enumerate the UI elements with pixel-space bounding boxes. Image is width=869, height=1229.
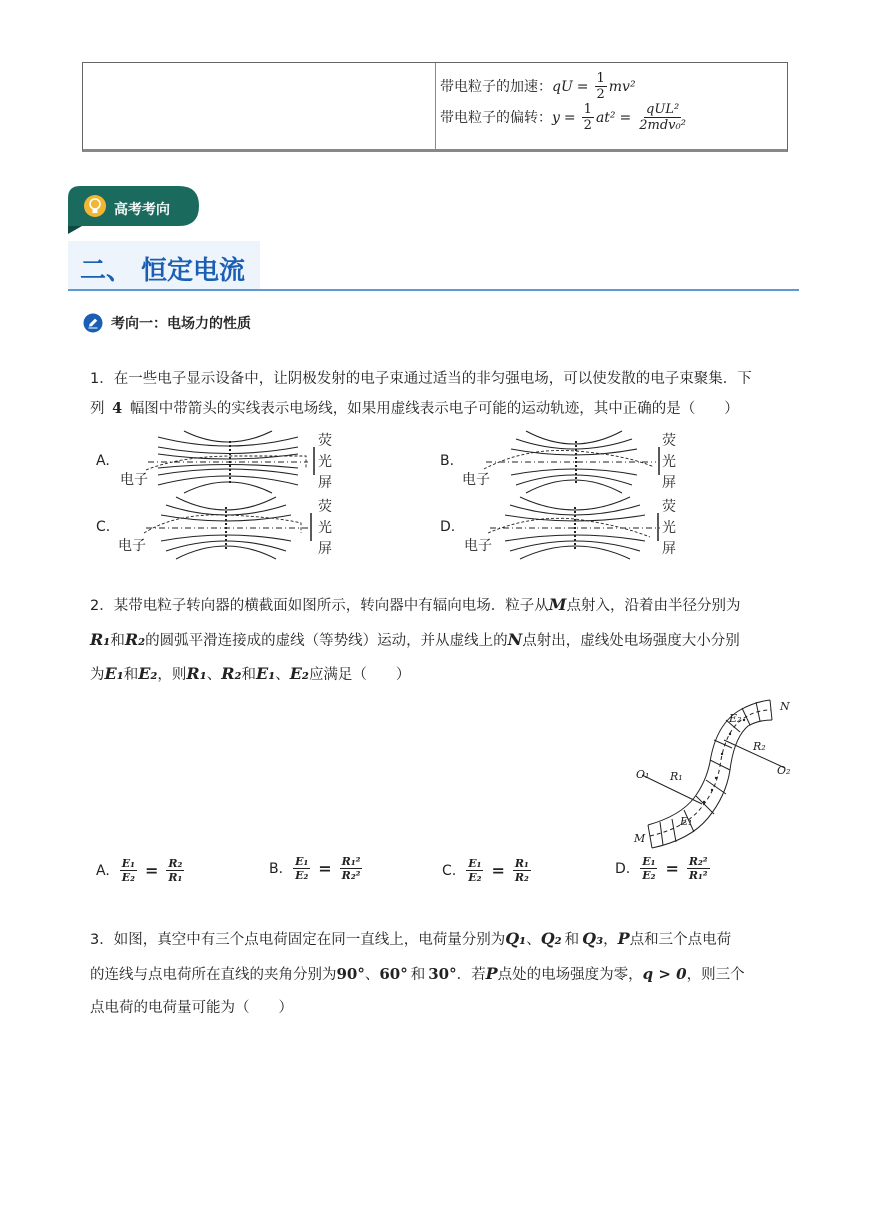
q1-option-c-screen-1: 荧 [318, 499, 332, 515]
lightbulb-icon [83, 194, 107, 218]
q1-figure-count: 4 [112, 400, 123, 417]
q3-angle-60: 60° [379, 965, 408, 983]
q2-deflector-diagram [630, 690, 795, 850]
q2-r2: R₂ [124, 630, 146, 649]
q3-line1c: 点和三个点电荷 [629, 932, 732, 948]
q2-figure-label-r2: R₂ [753, 740, 766, 753]
q2-figure-label-n: N [780, 700, 790, 713]
q1-option-c-letter: C. [96, 519, 111, 535]
q1-option-b [440, 427, 685, 495]
q2-option-c [442, 858, 533, 883]
q2-line1a: 2．某带电粒子转向器的横截面如图所示，转向器中有辐向电场．粒子从 [90, 598, 549, 614]
q2-option-c-rden: R₂ [514, 871, 529, 884]
q2-option-c-rhs [513, 858, 531, 883]
q2-option-b-lhs [293, 856, 310, 881]
q2-figure-label-r1: R₁ [670, 770, 683, 783]
q1-option-d-screen-3: 屏 [662, 541, 676, 557]
q2-option-b-eq: = [318, 859, 332, 878]
q2-and3: 和 [241, 667, 257, 683]
q3-q3: Q₃ [582, 929, 604, 948]
q2-option-d-lhs [640, 856, 657, 881]
q1-option-b-screen-1: 荧 [662, 433, 676, 449]
q3-point-p: P [617, 929, 630, 948]
q2-option-d-rden: R₁² [688, 869, 708, 882]
q2-option-a-den: E₂ [121, 871, 135, 884]
q2-and1: 和 [110, 633, 125, 649]
q2-option-d-rhs [687, 856, 710, 881]
accel-frac [595, 72, 607, 101]
q2-figure-label-e1: E₁ [680, 815, 693, 828]
q2-option-b-letter: B. [269, 860, 284, 877]
q2-option-a-num: E₁ [121, 857, 135, 870]
q2-option-b-den: E₂ [295, 869, 309, 882]
q1-option-c-electron: 电子 [118, 538, 146, 554]
q2-option-c-letter: C. [442, 862, 457, 879]
subsection-title: 考向一：电场力的性质 [111, 316, 251, 332]
q2-sep2: 、 [275, 667, 290, 683]
q3-angle-30: 30° [428, 965, 457, 983]
q1-option-d-diagram [480, 493, 680, 561]
q1-line2b: 幅图中带箭头的实线表示电场线，如果用虚线表示电子可能的运动轨迹，其中正确的是（ ） [129, 401, 739, 417]
q3-and1: 和 [564, 932, 580, 948]
q2-line2 [90, 632, 740, 649]
q2-e2b: E₂ [289, 664, 309, 683]
q3-line2c: 点处的电场强度为零， [497, 967, 643, 983]
q3-line1 [90, 931, 731, 948]
q1-option-d-screen-1: 荧 [662, 499, 676, 515]
q2-option-a [96, 858, 186, 883]
accel-eq: = [576, 78, 589, 95]
q2-line3b: ，则 [157, 667, 187, 683]
q1-line2 [90, 402, 739, 417]
q3-and2: 和 [410, 967, 426, 983]
q2-option-b-num: E₁ [295, 855, 309, 868]
q2-option-a-letter: A. [96, 862, 110, 879]
table-divider [435, 63, 436, 149]
q2-option-b-rden: R₂² [341, 869, 361, 882]
q3-q1: Q₁ [505, 929, 527, 948]
q1-option-a-screen-2: 光 [318, 454, 332, 470]
q3-point-p2: P [485, 964, 498, 983]
section-title: 二、 恒定电流 [80, 256, 246, 286]
q3-angle-90: 90° [336, 965, 365, 983]
q1-option-c-screen-2: 光 [318, 520, 332, 536]
q2-sep1: 、 [206, 667, 222, 683]
accel-label: 带电粒子的加速： [440, 78, 552, 95]
q1-option-c [96, 493, 341, 561]
q1-option-d-screen-2: 光 [662, 520, 676, 536]
q2-option-b-rnum: R₁² [341, 855, 361, 868]
q3-line1b: ， [603, 932, 618, 948]
q1-option-a [96, 427, 341, 495]
q1-option-a-diagram [138, 427, 328, 495]
deflect-frac2 [637, 103, 688, 132]
q2-figure-label-o1: O₁ [636, 768, 650, 781]
q2-and2: 和 [123, 667, 139, 683]
section-rule [68, 289, 799, 291]
q3-line3: 点电荷的电荷量可能为（ ） [90, 1000, 293, 1016]
q2-option-a-lhs [120, 858, 137, 883]
q3-sep1: 、 [526, 932, 541, 948]
q2-line3a: 为 [90, 667, 105, 683]
q1-option-c-diagram [136, 493, 336, 561]
q2-option-a-rden: R₁ [168, 871, 183, 884]
q1-line1: 1．在一些电子显示设备中，让阴极发射的电子束通过适当的非匀强电场，可以使发散的电子束聚集．下 [90, 371, 752, 387]
deflect-den2: 2mdv₀² [639, 118, 686, 133]
q2-option-b-rhs [340, 856, 363, 881]
q2-line2b: 的圆弧平滑连接成的虚线（等势线）运动，并从虚线上的 [145, 633, 508, 649]
q1-option-a-screen-1: 荧 [318, 433, 332, 449]
deflect-den: 2 [583, 118, 592, 133]
q2-line1 [90, 597, 740, 614]
q3-line2d: ，则三个 [686, 967, 745, 983]
q3-condition: q > 0 [642, 965, 687, 983]
q3-sep2: 、 [364, 967, 380, 983]
deflect-label: 带电粒子的偏转： [440, 109, 552, 126]
q1-option-a-screen-3: 屏 [318, 475, 332, 491]
q1-option-d-electron: 电子 [464, 538, 492, 554]
accel-rhs: mv² [608, 78, 636, 95]
q2-r2b: R₂ [221, 664, 242, 683]
q2-option-c-num: E₁ [468, 857, 482, 870]
accel-num: 1 [596, 71, 605, 86]
q1-option-d-letter: D. [440, 519, 456, 535]
q2-option-d-rnum: R₂² [688, 855, 708, 868]
q2-e2: E₂ [138, 664, 158, 683]
q2-figure-label-e2: E₂ [729, 712, 742, 725]
deflect-eq1: = [563, 109, 576, 126]
q3-q2: Q₂ [540, 929, 562, 948]
q2-point-n: N [507, 630, 523, 649]
topic-badge [68, 186, 199, 226]
q2-point-m: M [548, 595, 567, 614]
q2-figure-label-o2: O₂ [777, 764, 791, 777]
deflect-num2: qUL² [646, 102, 680, 117]
q1-option-b-screen-2: 光 [662, 454, 676, 470]
q2-option-d [615, 856, 712, 881]
q2-option-a-rnum: R₂ [168, 857, 183, 870]
deflect-frac1 [582, 103, 594, 132]
q2-line1b: 点射入，沿着由半径分别为 [566, 598, 741, 614]
q1-option-d [440, 493, 685, 561]
q3-line2 [90, 966, 745, 983]
deflect-num: 1 [583, 102, 592, 117]
accel-lhs: qU [552, 78, 573, 95]
q2-option-d-eq: = [665, 859, 679, 878]
q1-option-b-letter: B. [440, 453, 455, 469]
q2-option-a-rhs [166, 858, 184, 883]
q2-r1: R₁ [90, 630, 111, 649]
q1-line2a: 列 [90, 401, 105, 417]
q2-option-c-den: E₂ [468, 871, 482, 884]
q3-line2b: ．若 [456, 967, 486, 983]
q2-option-d-den: E₂ [642, 869, 656, 882]
pencil-icon [83, 313, 103, 333]
q2-option-d-letter: D. [615, 860, 631, 877]
q2-e1b: E₁ [256, 664, 276, 683]
deflect-eq2: = [619, 109, 632, 126]
q3-line2a: 的连线与点电荷所在直线的夹角分别为 [90, 967, 337, 983]
table-left-cell [83, 63, 435, 149]
q2-option-b [269, 856, 364, 881]
q2-figure-label-m: M [634, 832, 646, 845]
q2-deflector-figure [630, 690, 795, 850]
q2-line2c: 点射出，虚线处电场强度大小分别 [522, 633, 740, 649]
q1-option-b-screen-3: 屏 [662, 475, 676, 491]
q2-option-c-rnum: R₁ [514, 857, 529, 870]
q2-option-c-eq: = [491, 861, 505, 880]
deflect-formula [440, 103, 690, 132]
q2-line3 [90, 666, 410, 683]
q2-e1: E₁ [104, 664, 124, 683]
q1-option-a-electron: 电子 [120, 472, 148, 488]
badge-label: 高考考向 [114, 202, 170, 218]
q2-option-a-eq: = [144, 861, 159, 880]
q1-option-a-letter: A. [96, 453, 110, 469]
q2-r1b: R₁ [186, 664, 207, 683]
q2-option-c-lhs [466, 858, 483, 883]
q1-option-b-electron: 电子 [462, 472, 490, 488]
q2-line3c: 应满足（ ） [308, 667, 411, 683]
accel-formula [440, 72, 636, 101]
deflect-mid: at² [595, 109, 616, 126]
deflect-lhs: y [552, 109, 560, 126]
q1-option-b-diagram [476, 427, 676, 495]
accel-den: 2 [596, 87, 605, 102]
q2-option-d-num: E₁ [642, 855, 656, 868]
q3-line1a: 3．如图，真空中有三个点电荷固定在同一直线上，电荷量分别为 [90, 932, 506, 948]
q1-option-c-screen-3: 屏 [318, 541, 332, 557]
